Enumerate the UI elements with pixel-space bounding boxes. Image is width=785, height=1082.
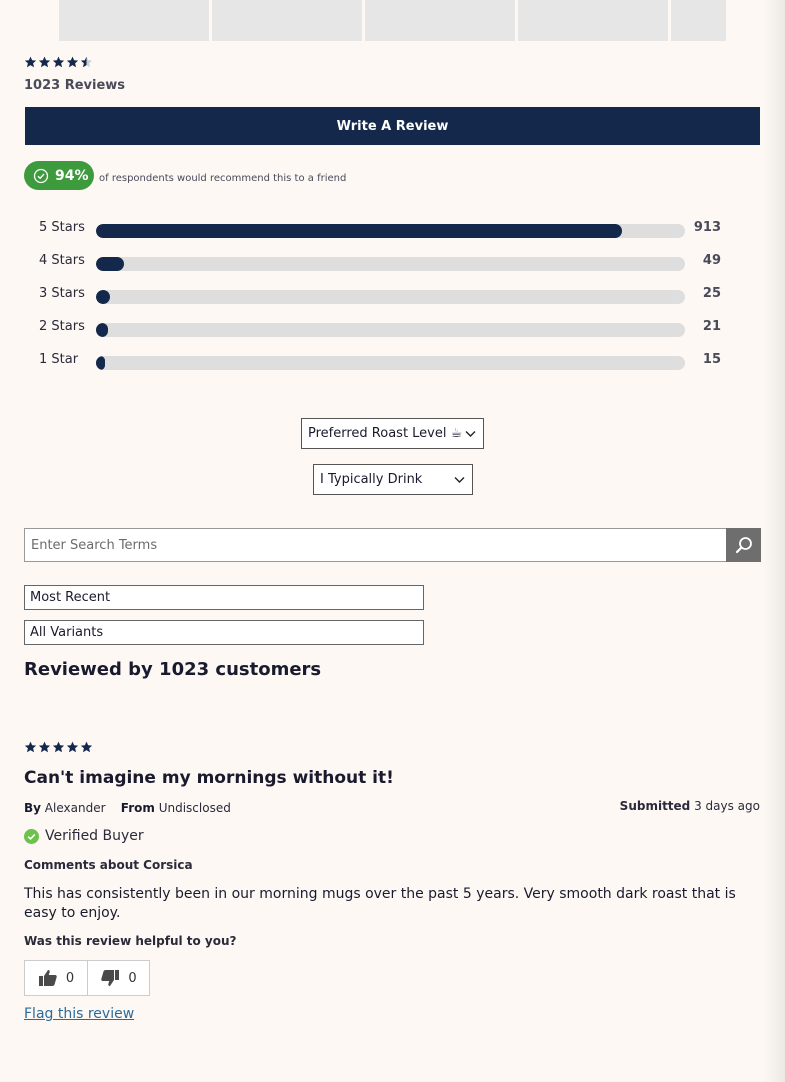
review-count[interactable]: 1023 Reviews [24,78,126,93]
review-author-meta [24,801,231,815]
histogram-track [96,323,685,337]
helpful-question: Was this review helpful to you? [24,934,237,948]
star-icon [52,741,65,753]
check-circle-icon [24,829,39,844]
histogram-row[interactable] [39,319,729,339]
chevron-down-icon [465,430,476,437]
histogram-fill [96,257,124,271]
histogram-fill [96,290,110,304]
histogram-count: 913 [693,220,721,235]
star-icon [66,56,79,68]
star-icon [80,741,93,753]
review-thumbnail[interactable] [365,0,515,41]
star-icon [52,56,65,68]
review-thumbnail[interactable] [671,0,726,41]
typically-drink-select[interactable] [313,464,473,495]
check-circle-icon [33,168,49,184]
histogram-label: 5 Stars [39,220,85,235]
comments-about: Comments about Corsica [24,858,193,872]
histogram-fill [96,356,105,370]
from-label: From [120,801,155,815]
histogram-track [96,257,685,271]
sort-select[interactable]: Most Recent [24,585,424,610]
recommend-badge [24,161,94,190]
review-thumbnail[interactable] [212,0,362,41]
histogram-fill [96,224,622,238]
helpful-yes-button[interactable] [25,961,87,995]
review-thumbnail[interactable] [59,0,209,41]
star-icon [80,56,93,68]
histogram-count: 15 [702,352,721,367]
histogram-fill [96,323,108,337]
submitted-label: Submitted [619,799,691,813]
thumbs-down-icon [100,969,120,987]
review-title: Can't imagine my mornings without it! [24,768,394,788]
star-icon [24,741,37,753]
histogram-label: 2 Stars [39,319,85,334]
helpful-no-button[interactable] [87,961,149,995]
histogram-row[interactable] [39,286,729,306]
review-author: Alexander [44,801,106,815]
roast-level-select[interactable] [301,418,484,449]
histogram-track [96,290,685,304]
histogram-track [96,356,685,370]
submitted-date: 3 days ago [694,799,760,813]
search-button[interactable] [726,528,761,562]
recommend-percent: 94% [55,167,89,184]
star-icon [38,56,51,68]
histogram-row[interactable] [39,220,729,240]
star-icon [24,56,37,68]
chevron-down-icon [454,476,465,483]
histogram-count: 21 [702,319,721,334]
flag-review-link[interactable]: Flag this review [24,1006,135,1022]
histogram-track [96,224,685,238]
reviews-heading: Reviewed by 1023 customers [24,659,322,680]
histogram-count: 25 [702,286,721,301]
review-search-input[interactable] [24,528,727,562]
helpful-vote-group [24,960,150,996]
page-edge-shadow [763,0,785,1082]
review-submitted [620,799,760,813]
typically-drink-value: I Typically Drink [320,472,423,487]
review-thumbnail[interactable] [518,0,668,41]
recommend-text: of respondents would recommend this to a friend [99,173,347,184]
summary-star-rating [24,56,93,68]
histogram-row[interactable] [39,352,729,372]
variant-select[interactable]: All Variants [24,620,424,645]
thumbs-up-icon [38,969,58,987]
histogram-label: 4 Stars [39,253,85,268]
verified-buyer-badge [24,828,144,844]
helpful-no-count: 0 [128,970,137,986]
by-label: By [24,801,41,815]
verified-label: Verified Buyer [45,828,144,844]
histogram-row[interactable] [39,253,729,273]
helpful-yes-count: 0 [65,970,75,986]
review-body: This has consistently been in our morning mugs over the past 5 years. Very smooth dark roast that is easy to enjoy. [24,886,736,921]
write-review-button[interactable]: Write A Review [25,107,760,145]
star-icon [38,741,51,753]
review-location: Undisclosed [158,801,231,815]
review-star-rating [24,741,93,753]
histogram-label: 1 Star [39,352,79,367]
search-icon [735,536,753,554]
star-icon [66,741,79,753]
roast-level-value: Preferred Roast Level ☕ [308,426,463,441]
histogram-count: 49 [702,253,721,268]
histogram-label: 3 Stars [39,286,85,301]
